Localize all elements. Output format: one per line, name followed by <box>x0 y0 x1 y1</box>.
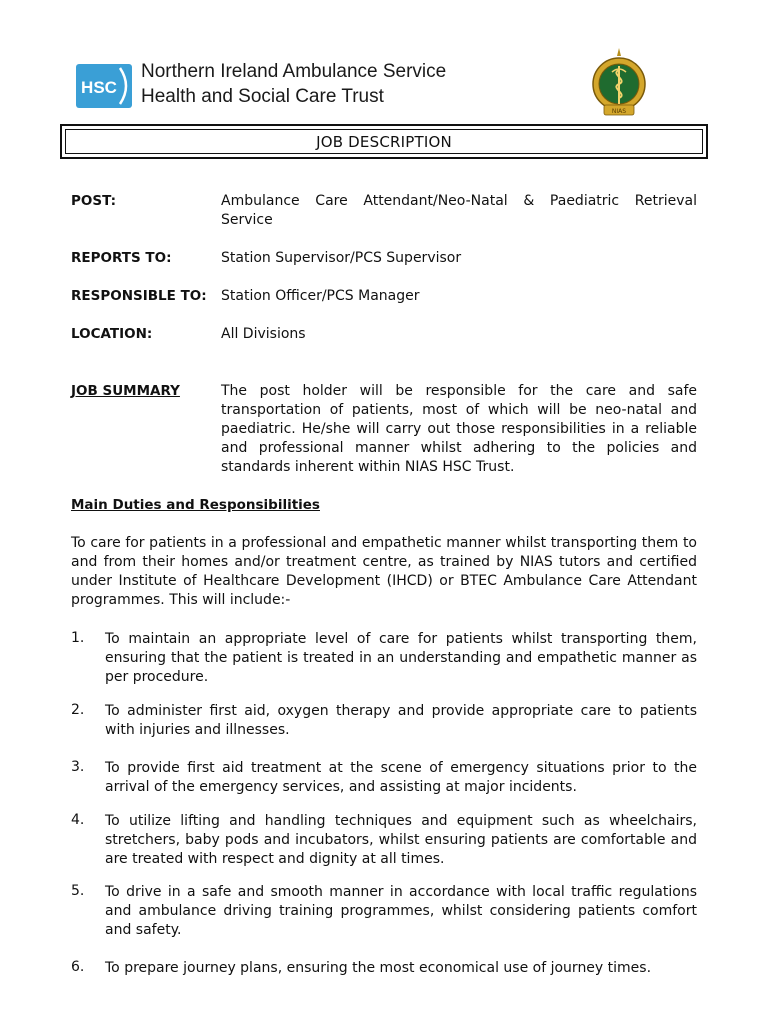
post-value: Ambulance Care Attendant/Neo-Natal & Paediatric Retrieval Service <box>221 193 697 228</box>
reports-to-label: REPORTS TO: <box>71 250 172 266</box>
job-summary-text: The post holder will be responsible for the care and safe transportation of patients, most of which will be neo-natal and paediatric. He/she will carry out those responsibilities in a reliable and professional manner whilst adhering to the policies and standards inherent within NIAS HSC Trust. <box>221 383 697 475</box>
job-summary-label: JOB SUMMARY <box>71 383 180 399</box>
list-item: To maintain an appropriate level of care for patients whilst transporting them, ensuring that the patient is treated in an understanding and empathetic manner as per procedure. <box>105 631 697 685</box>
hsc-logo <box>76 64 132 108</box>
list-item: To drive in a safe and smooth manner in accordance with local traffic regulations and ambulance driving training programmes, whilst considering patients comfort and safety. <box>105 884 697 938</box>
list-item: To administer first aid, oxygen therapy and provide appropriate care to patients with injuries and illnesses. <box>105 703 697 738</box>
list-item-number: 2. <box>71 702 85 718</box>
post-label: POST: <box>71 193 116 209</box>
hsc-logo-text: HSC <box>81 78 117 97</box>
title-box <box>60 124 708 159</box>
list-item-number: 5. <box>71 883 85 899</box>
org-name-line1: Northern Ireland Ambulance Service <box>141 61 447 82</box>
location-label: LOCATION: <box>71 326 153 342</box>
duties-heading: Main Duties and Responsibilities <box>71 497 320 513</box>
list-item: To prepare journey plans, ensuring the most economical use of journey times. <box>105 960 652 976</box>
crest-text: NIAS <box>611 108 627 115</box>
org-name-line2: Health and Social Care Trust <box>141 86 384 107</box>
list-item-number: 3. <box>71 759 85 775</box>
list-item: To utilize lifting and handling techniques and equipment such as wheelchairs, stretchers, baby pods and incubators, whilst ensuring patients are comfortable and are treated with respect and dignity at all times. <box>105 813 697 867</box>
list-item-number: 4. <box>71 812 85 828</box>
nias-crest-icon <box>590 46 648 118</box>
duties-intro: To care for patients in a professional and empathetic manner whilst transporting them to and from their homes and/or treatment centre, as trained by NIAS tutors and certified under Institute of Healthcare Development (IHCD) or BTEC Ambulance Care Attendant programmes. This will include:- <box>71 535 697 608</box>
list-item: To provide first aid treatment at the scene of emergency situations prior to the arrival of the emergency services, and assisting at major incidents. <box>105 760 697 795</box>
responsible-to-value: Station Officer/PCS Manager <box>221 288 420 304</box>
reports-to-value: Station Supervisor/PCS Supervisor <box>221 250 462 266</box>
page-title: JOB DESCRIPTION <box>65 129 703 154</box>
location-value: All Divisions <box>221 326 306 342</box>
list-item-number: 6. <box>71 959 85 975</box>
list-item-number: 1. <box>71 630 85 646</box>
responsible-to-label: RESPONSIBLE TO: <box>71 288 207 304</box>
